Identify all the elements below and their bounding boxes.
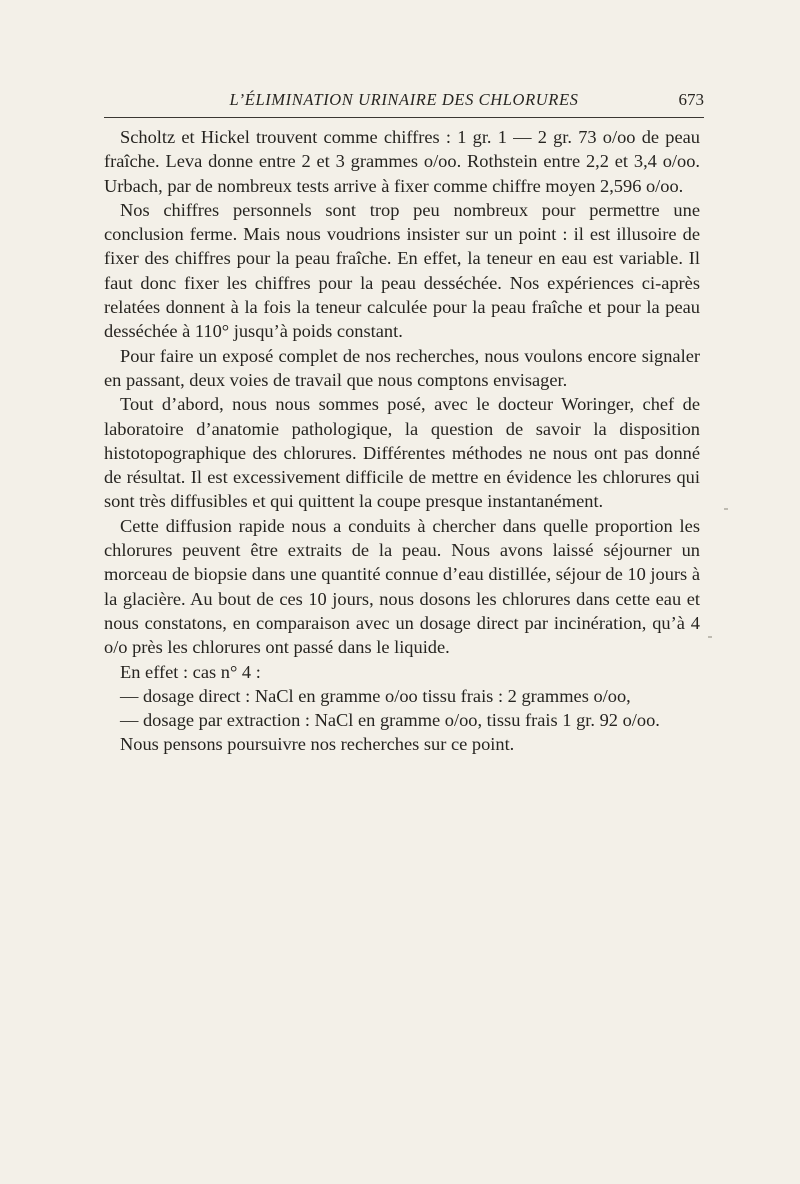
margin-speck bbox=[724, 508, 728, 510]
paragraph-7: — dosage direct : NaCl en gramme o/oo tissu frais : 2 grammes o/oo, bbox=[120, 685, 631, 706]
paragraph-8: — dosage par extraction : NaCl en gramme o/oo, tissu frais 1 gr. 92 o/oo. bbox=[120, 710, 660, 731]
paragraph-4: Tout d’abord, nous nous sommes posé, avec le docteur Woringer, chef de laboratoire d’anatomie pathologique, la question de savoir la disposition histotopographique des chlorures. Différentes méthodes ne nous ont pas donné de résultat. Il est excessivement difficile de mettre en évidence les chlorures qui sont très diffusibles et qui quittent la coupe presque instantanément. bbox=[104, 394, 700, 512]
body-text bbox=[104, 125, 700, 757]
paragraph-6: En effet : cas n° 4 : bbox=[120, 661, 261, 682]
paragraph-5: Cette diffusion rapide nous a conduits à chercher dans quelle proportion les chlorures peuvent être extraits de la peau. Nous avons laissé séjourner un morceau de biopsie dans une quantité connue d’eau distillée, séjour de 10 jours à la glacière. Au bout de ces 10 jours, nous dosons les chlorures dans cette eau et nous constatons, en comparaison avec un dosage direct par incinération, qu’à 4 o/o près les chlorures ont passé dans le liquide. bbox=[104, 515, 700, 658]
paragraph-3: Pour faire un exposé complet de nos recherches, nous voulons encore signaler en passant, deux voies de travail que nous comptons envisager. bbox=[104, 345, 700, 390]
page-header bbox=[104, 88, 704, 116]
page-number: 673 bbox=[678, 90, 704, 109]
margin-speck bbox=[708, 636, 712, 638]
paragraph-2: Nos chiffres personnels sont trop peu nombreux pour permettre une conclusion ferme. Mais nous voudrions insister sur un point : il est illusoire de fixer des chiffres pour la peau fraîche. En effet, la teneur en eau est variable. Il faut donc fixer les chiffres pour la peau desséchée. Nos expériences ci-après relatées donnent à la fois la teneur calculée pour la peau fraîche et pour la peau desséchée à 110° jusqu’à poids constant. bbox=[104, 199, 700, 342]
paragraph-1: Scholtz et Hickel trouvent comme chiffres : 1 gr. 1 — 2 gr. 73 o/oo de peau fraîche. Leva donne entre 2 et 3 grammes o/oo. Rothstein entre 2,2 et 3,4 o/oo. Urbach, par de nombreux tests arrive à fixer comme chiffre moyen 2,596 o/oo. bbox=[104, 127, 700, 196]
running-title: L’ÉLIMINATION URINAIRE DES CHLORURES bbox=[229, 90, 579, 109]
paragraph-9: Nous pensons poursuivre nos recherches sur ce point. bbox=[120, 734, 515, 755]
header-rule bbox=[104, 117, 704, 118]
